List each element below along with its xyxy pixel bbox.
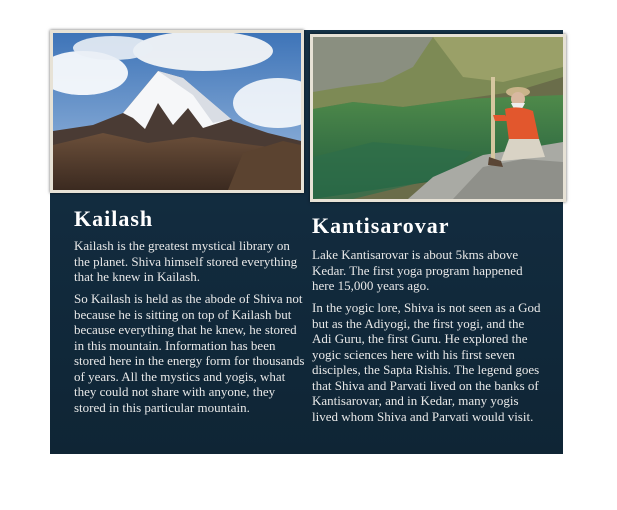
kailash-mountain-photo: [50, 30, 304, 193]
kantisarovar-lake-photo: [310, 34, 566, 202]
kantisarovar-paragraph-1: Lake Kantisarovar is about 5kms above Kedar. The first yoga program happened here 15,000 years ago.: [312, 247, 523, 293]
kantisarovar-heading: Kantisarovar: [312, 213, 450, 238]
kailash-heading: Kailash: [74, 206, 154, 231]
kantisarovar-paragraph-2: In the yogic lore, Shiva is not seen as a God but as the Adiyogi, the first yogi, and the Adi Guru, the first Guru. He explored the yogic sciences here with his first seven disciples, the Sapta Rishis. The legend goes that Shiva and Parvati lived on the banks of Kantisarovar, and in Kedar, many yogis lived whom Shiva and Parvati would visit.: [312, 300, 541, 424]
kailash-paragraph-2: So Kailash is held as the abode of Shiva not because he is sitting on top of Kailash but because everything that he knew, he stored in this mountain. Information has been stored here in the energy form for thousands of years. All the mystics and yogis, what they could not share with anyone, they stored in this particular mountain.: [74, 291, 305, 415]
kailash-paragraph-1: Kailash is the greatest mystical library on the planet. Shiva himself stored everything that he knew in Kailash.: [74, 238, 298, 284]
